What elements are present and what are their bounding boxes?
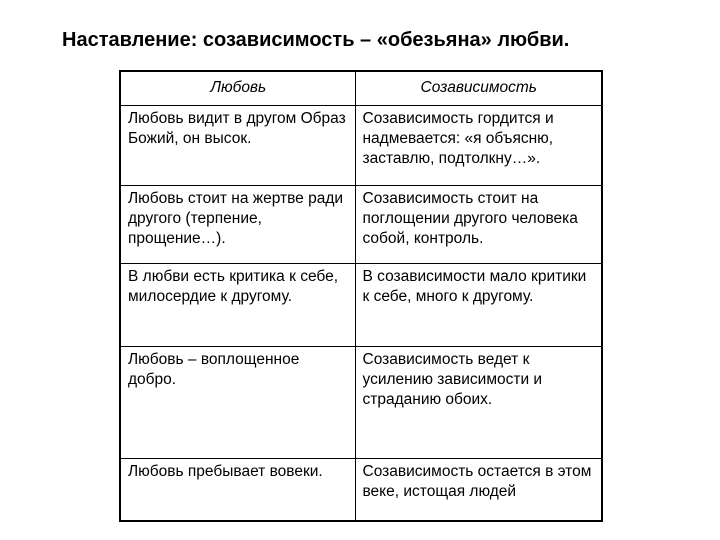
love-cell: Любовь стоит на жертве ради другого (терпение, прощение…). xyxy=(120,186,355,264)
love-cell: В любви есть критика к себе, милосердие к другому. xyxy=(120,264,355,347)
slide-title: Наставление: созависимость – «обезьяна» любви. xyxy=(62,29,570,51)
codependency-cell: Созависимость стоит на поглощении другого человека собой, контроль. xyxy=(355,186,602,264)
table-row xyxy=(120,264,602,347)
love-cell: Любовь пребывает вовеки. xyxy=(120,459,355,522)
column-header-codependency: Созависимость xyxy=(355,71,602,106)
table-row xyxy=(120,347,602,459)
table-row xyxy=(120,106,602,186)
codependency-cell: Созависимость остается в этом веке, истощая людей xyxy=(355,459,602,522)
comparison-table xyxy=(119,70,603,522)
codependency-cell: Созависимость ведет к усилению зависимости и страданию обоих. xyxy=(355,347,602,459)
table-row xyxy=(120,186,602,264)
love-cell: Любовь видит в другом Образ Божий, он высок. xyxy=(120,106,355,186)
codependency-cell: В созависимости мало критики к себе, много к другому. xyxy=(355,264,602,347)
table-row xyxy=(120,459,602,522)
column-header-love: Любовь xyxy=(120,71,355,106)
codependency-cell: Созависимость гордится и надмевается: «я объясню, заставлю, подтолкну…». xyxy=(355,106,602,186)
love-cell: Любовь – воплощенное добро. xyxy=(120,347,355,459)
table-header-row xyxy=(120,71,602,106)
